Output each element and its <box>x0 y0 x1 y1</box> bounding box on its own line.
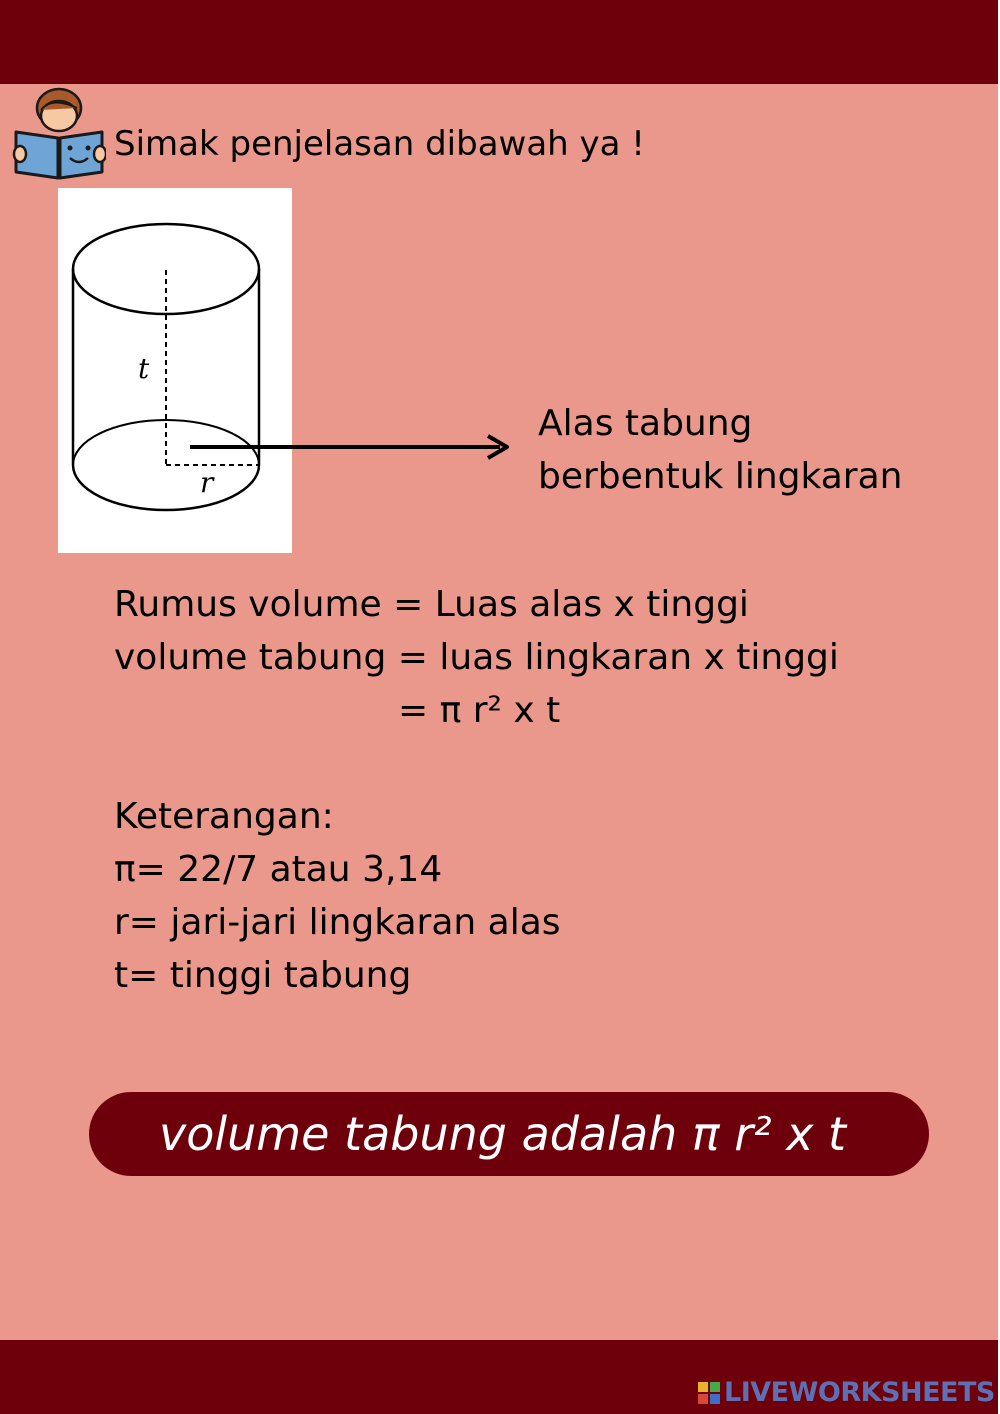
formula-line: volume tabung = luas lingkaran x tinggi <box>114 637 839 678</box>
notes-line: t= tinggi tabung <box>114 955 412 996</box>
liveworksheets-logo-icon <box>698 1382 720 1404</box>
notes-line: π= 22/7 atau 3,14 <box>114 849 443 890</box>
formula-line: Rumus volume = Luas alas x tinggi <box>114 584 749 625</box>
notes-heading: Keterangan: <box>114 796 334 837</box>
notes-line: r= jari-jari lingkaran alas <box>114 902 561 943</box>
radius-label: r <box>200 466 214 499</box>
volume-formula <box>114 578 839 737</box>
base-description <box>538 397 902 503</box>
legend-notes <box>114 790 561 1002</box>
liveworksheets-brand: LIVEWORKSHEETS <box>724 1377 995 1408</box>
base-description-line: berbentuk lingkaran <box>538 456 903 497</box>
formula-line: = π r² x t <box>398 690 561 731</box>
base-description-line: Alas tabung <box>538 403 753 444</box>
intro-text: Simak penjelasan dibawah ya ! <box>114 124 645 164</box>
height-label: t <box>138 352 150 385</box>
conclusion-banner: volume tabung adalah π r² x t <box>89 1092 929 1176</box>
arrow-icon <box>0 0 998 600</box>
